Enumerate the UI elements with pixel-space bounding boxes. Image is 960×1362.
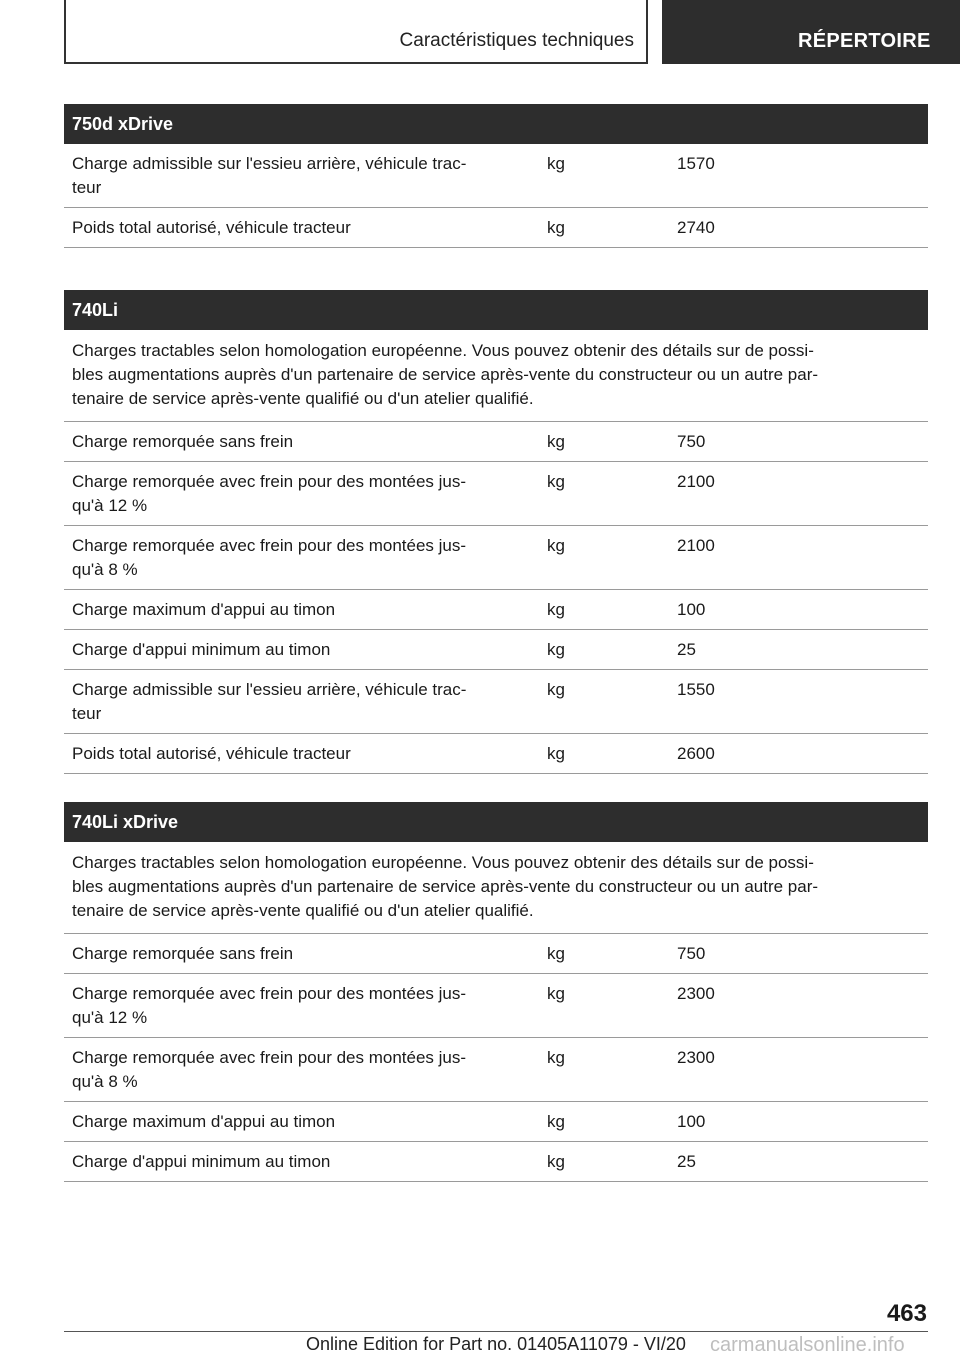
row-value: 25 xyxy=(677,640,696,659)
spec-section xyxy=(64,802,928,1182)
table-row xyxy=(64,934,928,974)
row-value: 2300 xyxy=(677,1048,715,1067)
table-row xyxy=(64,974,928,1038)
row-unit: kg xyxy=(547,680,565,699)
table-row xyxy=(64,670,928,734)
section-title: 750d xDrive xyxy=(64,104,928,144)
edition-note: Online Edition for Part no. 01405A11079 - VI/20 xyxy=(306,1334,686,1354)
row-unit: kg xyxy=(547,154,565,173)
row-label: Charge maximum d'appui au timon xyxy=(72,600,336,619)
row-label: Charge remorquée sans frein xyxy=(72,944,294,963)
row-value: 750 xyxy=(677,944,706,963)
row-value: 100 xyxy=(677,1112,706,1131)
row-value: 2600 xyxy=(677,744,715,763)
table-row xyxy=(64,590,928,630)
row-unit: kg xyxy=(547,218,565,237)
index-tab-label: RÉPERTOIRE xyxy=(798,30,931,52)
table-row xyxy=(64,1038,928,1102)
page-number: 463 xyxy=(886,1300,927,1327)
section-tab-label: Caractéristiques techniques xyxy=(399,30,634,51)
row-unit: kg xyxy=(547,640,565,659)
section-tab[interactable] xyxy=(64,0,648,64)
table-row xyxy=(64,208,928,248)
row-unit: kg xyxy=(547,744,565,763)
row-label: Charge d'appui minimum au timon xyxy=(72,1152,331,1171)
row-label: Charge remorquée avec frein pour des montées jus- qu'à 8 % xyxy=(72,1048,467,1091)
row-unit: kg xyxy=(547,432,565,451)
table-row xyxy=(64,734,928,774)
row-value: 1570 xyxy=(677,154,715,173)
row-unit: kg xyxy=(547,1048,565,1067)
row-unit: kg xyxy=(547,984,565,1003)
row-unit: kg xyxy=(547,944,565,963)
row-label: Charge maximum d'appui au timon xyxy=(72,1112,336,1131)
section-note: Charges tractables selon homologation européenne. Vous pouvez obtenir des détails sur de possi- bles augmentations auprès d'un partenaire de service après-vente du constructeur ou un autre par- tenaire de service après-vente qualifié ou d'un atelier qualifié. xyxy=(64,330,928,422)
footer-divider xyxy=(64,1331,928,1332)
table-row xyxy=(64,462,928,526)
row-unit: kg xyxy=(547,600,565,619)
row-value: 2100 xyxy=(677,472,715,491)
row-value: 2100 xyxy=(677,536,715,555)
index-tab[interactable] xyxy=(662,0,960,64)
row-value: 25 xyxy=(677,1152,696,1171)
row-label: Charge remorquée avec frein pour des montées jus- qu'à 12 % xyxy=(72,984,467,1027)
row-label: Charge remorquée sans frein xyxy=(72,432,294,451)
table-row xyxy=(64,1102,928,1142)
spec-section xyxy=(64,290,928,774)
row-value: 1550 xyxy=(677,680,715,699)
table-row xyxy=(64,1142,928,1182)
row-unit: kg xyxy=(547,1152,565,1171)
row-value: 100 xyxy=(677,600,706,619)
row-label: Poids total autorisé, véhicule tracteur xyxy=(72,744,351,763)
section-title: 740Li xyxy=(64,290,928,330)
table-row xyxy=(64,144,928,208)
row-label: Charge admissible sur l'essieu arrière, véhicule trac- teur xyxy=(72,680,467,723)
row-label: Charge remorquée avec frein pour des montées jus- qu'à 8 % xyxy=(72,536,467,579)
row-value: 2300 xyxy=(677,984,715,1003)
row-unit: kg xyxy=(547,472,565,491)
section-title: 740Li xDrive xyxy=(64,802,928,842)
row-label: Poids total autorisé, véhicule tracteur xyxy=(72,218,351,237)
row-value: 750 xyxy=(677,432,706,451)
row-unit: kg xyxy=(547,536,565,555)
row-label: Charge admissible sur l'essieu arrière, véhicule trac- teur xyxy=(72,154,467,197)
spec-section xyxy=(64,104,928,248)
row-label: Charge remorquée avec frein pour des montées jus- qu'à 12 % xyxy=(72,472,467,515)
row-unit: kg xyxy=(547,1112,565,1131)
watermark: carmanualsonline.info xyxy=(710,1334,905,1356)
section-note: Charges tractables selon homologation européenne. Vous pouvez obtenir des détails sur de possi- bles augmentations auprès d'un partenaire de service après-vente du constructeur ou un autre par- tenaire de service après-vente qualifié ou d'un atelier qualifié. xyxy=(64,842,928,934)
table-row xyxy=(64,422,928,462)
table-row xyxy=(64,526,928,590)
row-label: Charge d'appui minimum au timon xyxy=(72,640,331,659)
row-value: 2740 xyxy=(677,218,715,237)
table-row xyxy=(64,630,928,670)
